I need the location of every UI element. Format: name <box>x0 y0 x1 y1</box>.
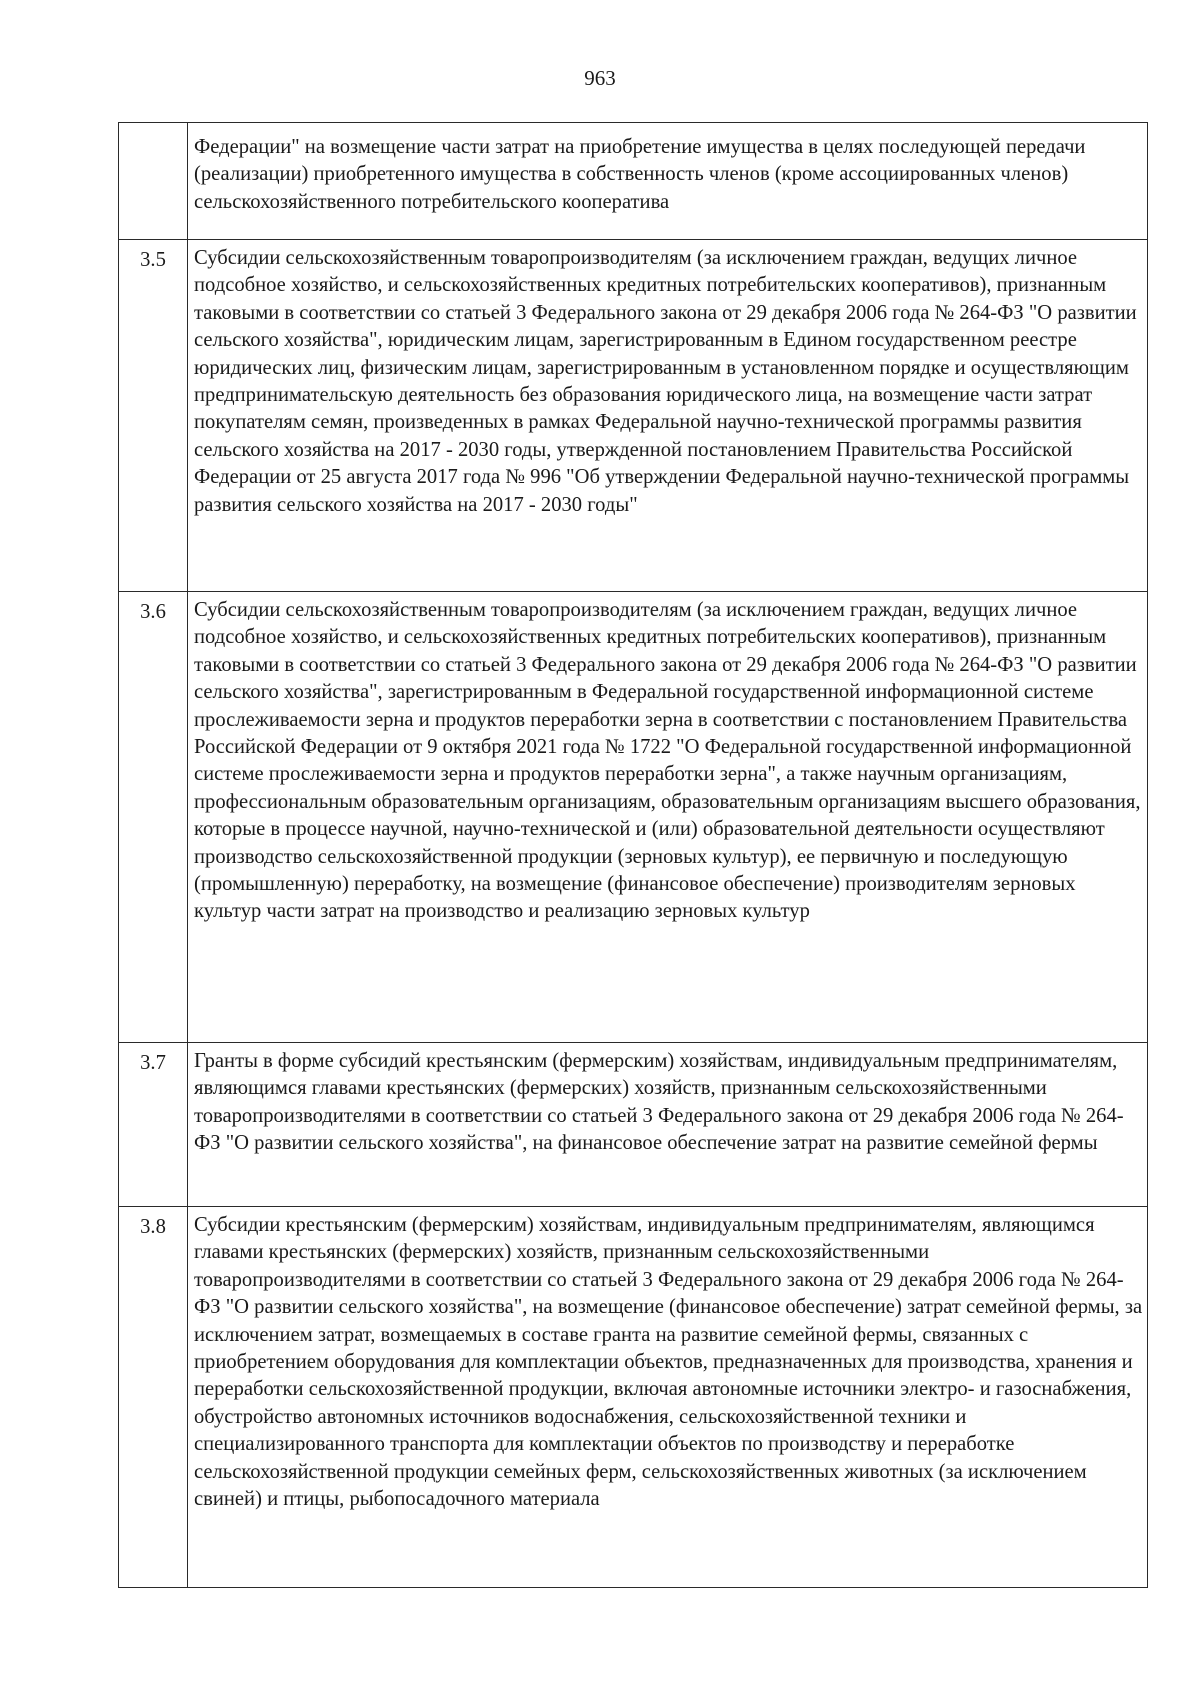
row-text: Субсидии сельскохозяйственным товаропроизводителям (за исключением граждан, ведущих личное подсобное хозяйство, и сельскохозяйственных кредитных потребительских кооперативов), признанным таковыми в соответствии со статьей 3 Федерального закона от 29 декабря 2006 года № 264-ФЗ "О развитии сельского хозяйства", зарегистрированным в Федеральной государственной информационной системе прослеживаемости зерна и продуктов переработки зерна в соответствии с постановлением Правительства Российской Федерации от 9 октября 2021 года № 1722 "О Федеральной государственной информационной системе прослеживаемости зерна и продуктов переработки зерна", а также научным организациям, профессиональным образовательным организациям, образовательным организациям высшего образования, которые в процессе научной, научно-технической и (или) образовательной деятельности осуществляют производство сельскохозяйственной продукции (зерновых культур), ее первичную и последующую (промышленную) переработку, на возмещение (финансовое обеспечение) производителям зерновых культур части затрат на производство и реализацию зерновых культур <box>188 592 1148 1043</box>
row-text: Субсидии сельскохозяйственным товаропроизводителям (за исключением граждан, ведущих личное подсобное хозяйство, и сельскохозяйственных кредитных потребительских кооперативов), признанным таковыми в соответствии со статьей 3 Федерального закона от 29 декабря 2006 года № 264-ФЗ "О развитии сельского хозяйства", юридическим лицам, зарегистрированным в Едином государственном реестре юридических лиц, физическим лицам, зарегистрированным в установленном порядке и осуществляющим предпринимательскую деятельность без образования юридического лица, на возмещение части затрат покупателям семян, произведенных в рамках Федеральной научно-технической программы развития сельского хозяйства на 2017 - 2030 годы, утвержденной постановлением Правительства Российской Федерации от 25 августа 2017 года № 996 "Об утверждении Федеральной научно-технической программы развития сельского хозяйства на 2017 - 2030 годы" <box>188 240 1148 592</box>
table-row <box>119 240 1148 592</box>
row-number: 3.7 <box>119 1043 188 1207</box>
table-row <box>119 1207 1148 1588</box>
table-row <box>119 592 1148 1043</box>
row-number: 3.5 <box>119 240 188 592</box>
table-row <box>119 123 1148 240</box>
row-number: 3.6 <box>119 592 188 1043</box>
row-text: Федерации" на возмещение части затрат на приобретение имущества в целях последующей передачи (реализации) приобретенного имущества в собственность членов (кроме ассоциированных членов) сельскохозяйственного потребительского кооператива <box>188 123 1148 240</box>
row-text: Гранты в форме субсидий крестьянским (фермерским) хозяйствам, индивидуальным предпринимателям, являющимся главами крестьянских (фермерских) хозяйств, признанным сельскохозяйственными товаропроизводителями в соответствии со статьей 3 Федерального закона от 29 декабря 2006 года № 264-ФЗ "О развитии сельского хозяйства", на финансовое обеспечение затрат на развитие семейной фермы <box>188 1043 1148 1207</box>
page-number: 963 <box>584 66 616 90</box>
row-number: 3.8 <box>119 1207 188 1588</box>
row-number <box>119 123 188 240</box>
table-row <box>119 1043 1148 1207</box>
subsidy-table <box>118 122 1148 1588</box>
row-text: Субсидии крестьянским (фермерским) хозяйствам, индивидуальным предпринимателям, являющимся главами крестьянских (фермерских) хозяйств, признанным сельскохозяйственными товаропроизводителями в соответствии со статьей 3 Федерального закона от 29 декабря 2006 года № 264-ФЗ "О развитии сельского хозяйства", на возмещение (финансовое обеспечение) затрат семейной фермы, за исключением затрат, возмещаемых в составе гранта на развитие семейной фермы, связанных с приобретением оборудования для комплектации объектов, предназначенных для производства, хранения и переработки сельскохозяйственной продукции, включая автономные источники электро- и газоснабжения, обустройство автономных источников водоснабжения, сельскохозяйственной техники и специализированного транспорта для комплектации объектов по производству и переработке сельскохозяйственной продукции семейных ферм, сельскохозяйственных животных (за исключением свиней) и птицы, рыбопосадочного материала <box>188 1207 1148 1588</box>
